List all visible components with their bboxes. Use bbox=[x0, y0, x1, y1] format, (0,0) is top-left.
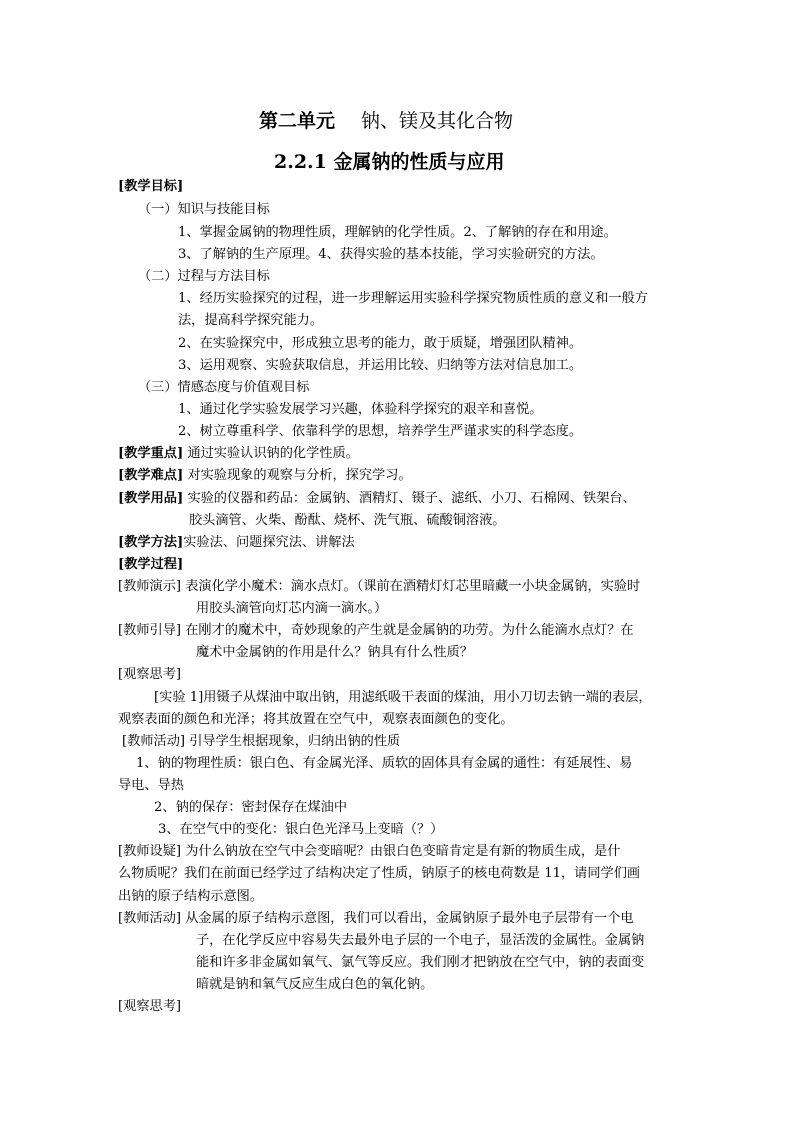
paragraph-line: 2、在实验探究中，形成独立思考的能力，敢于质疑，增强团队精神。 bbox=[178, 336, 583, 351]
difficulty-text: 对实验现象的观察与分析，探究学习。 bbox=[187, 468, 412, 483]
paragraph-line: 出钠的原子结构示意图。 bbox=[118, 889, 264, 904]
paragraph-line: 3、运用观察、实验获取信息，并运用比较、归纳等方法对信息加工。 bbox=[178, 358, 583, 373]
paragraph-line: 魔术中金属钠的作用是什么？钠具有什么性质？ bbox=[196, 645, 473, 660]
section-heading-objectives: [教学目标] bbox=[118, 179, 184, 194]
teacher-demo-row bbox=[118, 576, 640, 598]
teacher-activity-label: [教师活动] bbox=[118, 911, 182, 926]
unit-subtitle: 钠、镁及其化合物 bbox=[361, 110, 514, 132]
paragraph-line: 1、经历实验探究的过程，进一步理解运用实验科学探究物质性质的意义和一般方 bbox=[178, 291, 648, 306]
teacher-activity-row bbox=[122, 731, 400, 753]
supplies-label: [教学用品] bbox=[118, 491, 184, 506]
teacher-guide-text: 在刚才的魔术中，奇妙现象的产生就是金属钠的功劳。为什么能滴水点灯？在 bbox=[185, 623, 634, 638]
paragraph-line: 暗就是钠和氧气反应生成白色的氧化钠。 bbox=[196, 977, 434, 992]
teacher-guide-row bbox=[118, 620, 634, 642]
teacher-demo-text: 表演化学小魔术：滴水点灯。（课前在酒精灯灯芯里暗藏一小块金属钠，实验时 bbox=[185, 579, 641, 594]
paragraph-line: 导电、导热 bbox=[118, 778, 184, 793]
paragraph-line: [实验 1]用镊子从煤油中取出钠，用滤纸吸干表面的煤油，用小刀切去钠一端的表层， bbox=[154, 690, 652, 705]
unit-heading bbox=[259, 106, 513, 133]
methods-text: 实验法、问题探究法、讲解法 bbox=[183, 535, 355, 550]
teacher-demo-label: [教师演示] bbox=[118, 579, 182, 594]
paragraph-line: 2、钠的保存：密封保存在煤油中 bbox=[154, 800, 348, 815]
paragraph-line: 2、树立尊重科学、依靠科学的思想，培养学生严谨求实的科学态度。 bbox=[178, 424, 583, 439]
key-point-text: 通过实验认识钠的化学性质。 bbox=[187, 446, 359, 461]
section-heading-process: [教学过程] bbox=[118, 557, 184, 572]
subheading-knowledge: （一）知识与技能目标 bbox=[138, 202, 270, 217]
unit-title: 第二单元 bbox=[259, 110, 336, 132]
teacher-question-text: 为什么钠放在空气中会变暗呢？由银白色变暗肯定是有新的物质生成，是什 bbox=[185, 844, 621, 859]
paragraph-line: 能和许多非金属如氧气、氯气等反应。我们刚才把钠放在空气中，钠的表面变 bbox=[196, 955, 645, 970]
supplies-text: 实验的仪器和药品：金属钠、酒精灯、镊子、滤纸、小刀、石棉网、铁架台、 bbox=[187, 491, 636, 506]
paragraph-line: 法，提高科学探究能力。 bbox=[178, 313, 324, 328]
paragraph-line: 么物质呢？我们在前面已经学过了结构决定了性质，钠原子的核电荷数是 11，请同学们画 bbox=[118, 866, 641, 881]
teacher-activity-label: [教师活动] bbox=[122, 734, 186, 749]
methods-label: [教学方法] bbox=[118, 535, 184, 550]
paragraph-line: 1、掌握金属钠的物理性质，理解钠的化学性质。2、了解钠的存在和用途。 bbox=[178, 225, 617, 240]
lesson-title: 2.2.1 金属钠的性质与应用 bbox=[274, 151, 505, 173]
observe-think-label: [观察思考] bbox=[118, 667, 182, 682]
methods-row bbox=[118, 532, 355, 554]
teacher-activity-row-2 bbox=[118, 908, 634, 930]
paragraph-line: 3、在空气中的变化：银白色光泽马上变暗（？） bbox=[158, 822, 444, 837]
paragraph-line: 1、钠的物理性质：银白色、有金属光泽、质软的固体具有金属的通性：有延展性、易 bbox=[136, 756, 633, 771]
key-point-label: [教学重点] bbox=[118, 446, 184, 461]
teacher-guide-label: [教师引导] bbox=[118, 623, 182, 638]
paragraph-line: 3、了解钠的生产原理。4、获得实验的基本技能，学习实验研究的方法。 bbox=[178, 247, 604, 262]
teacher-question-row bbox=[118, 841, 620, 863]
observe-think-label: [观察思考] bbox=[118, 999, 182, 1014]
paragraph-line: 子，在化学反应中容易失去最外电子层的一个电子，显活泼的金属性。金属钠 bbox=[196, 933, 645, 948]
teacher-activity-text: 引导学生根据现象，归纳出钠的性质 bbox=[189, 734, 401, 749]
paragraph-line: 1、通过化学实验发展学习兴趣，体验科学探究的艰辛和喜悦。 bbox=[178, 402, 543, 417]
teacher-activity-text: 从金属的原子结构示意图，我们可以看出，金属钠原子最外电子层带有一个电 bbox=[185, 911, 634, 926]
subheading-attitude: （三）情感态度与价值观目标 bbox=[138, 380, 310, 395]
paragraph-line: 胶头滴管、火柴、酚酞、烧杯、洗气瓶、硫酸铜溶液。 bbox=[189, 513, 506, 528]
key-point-row bbox=[118, 443, 359, 465]
subheading-process: （二）过程与方法目标 bbox=[138, 269, 270, 284]
paragraph-line: 用胶头滴管向灯芯内滴一滴水。） bbox=[196, 601, 388, 616]
difficulty-row bbox=[118, 465, 412, 487]
difficulty-label: [教学难点] bbox=[118, 468, 184, 483]
supplies-row bbox=[118, 488, 636, 510]
paragraph-line: 观察表面的颜色和光泽；将其放置在空气中，观察表面颜色的变化。 bbox=[118, 712, 514, 727]
teacher-question-label: [教师设疑] bbox=[118, 844, 182, 859]
